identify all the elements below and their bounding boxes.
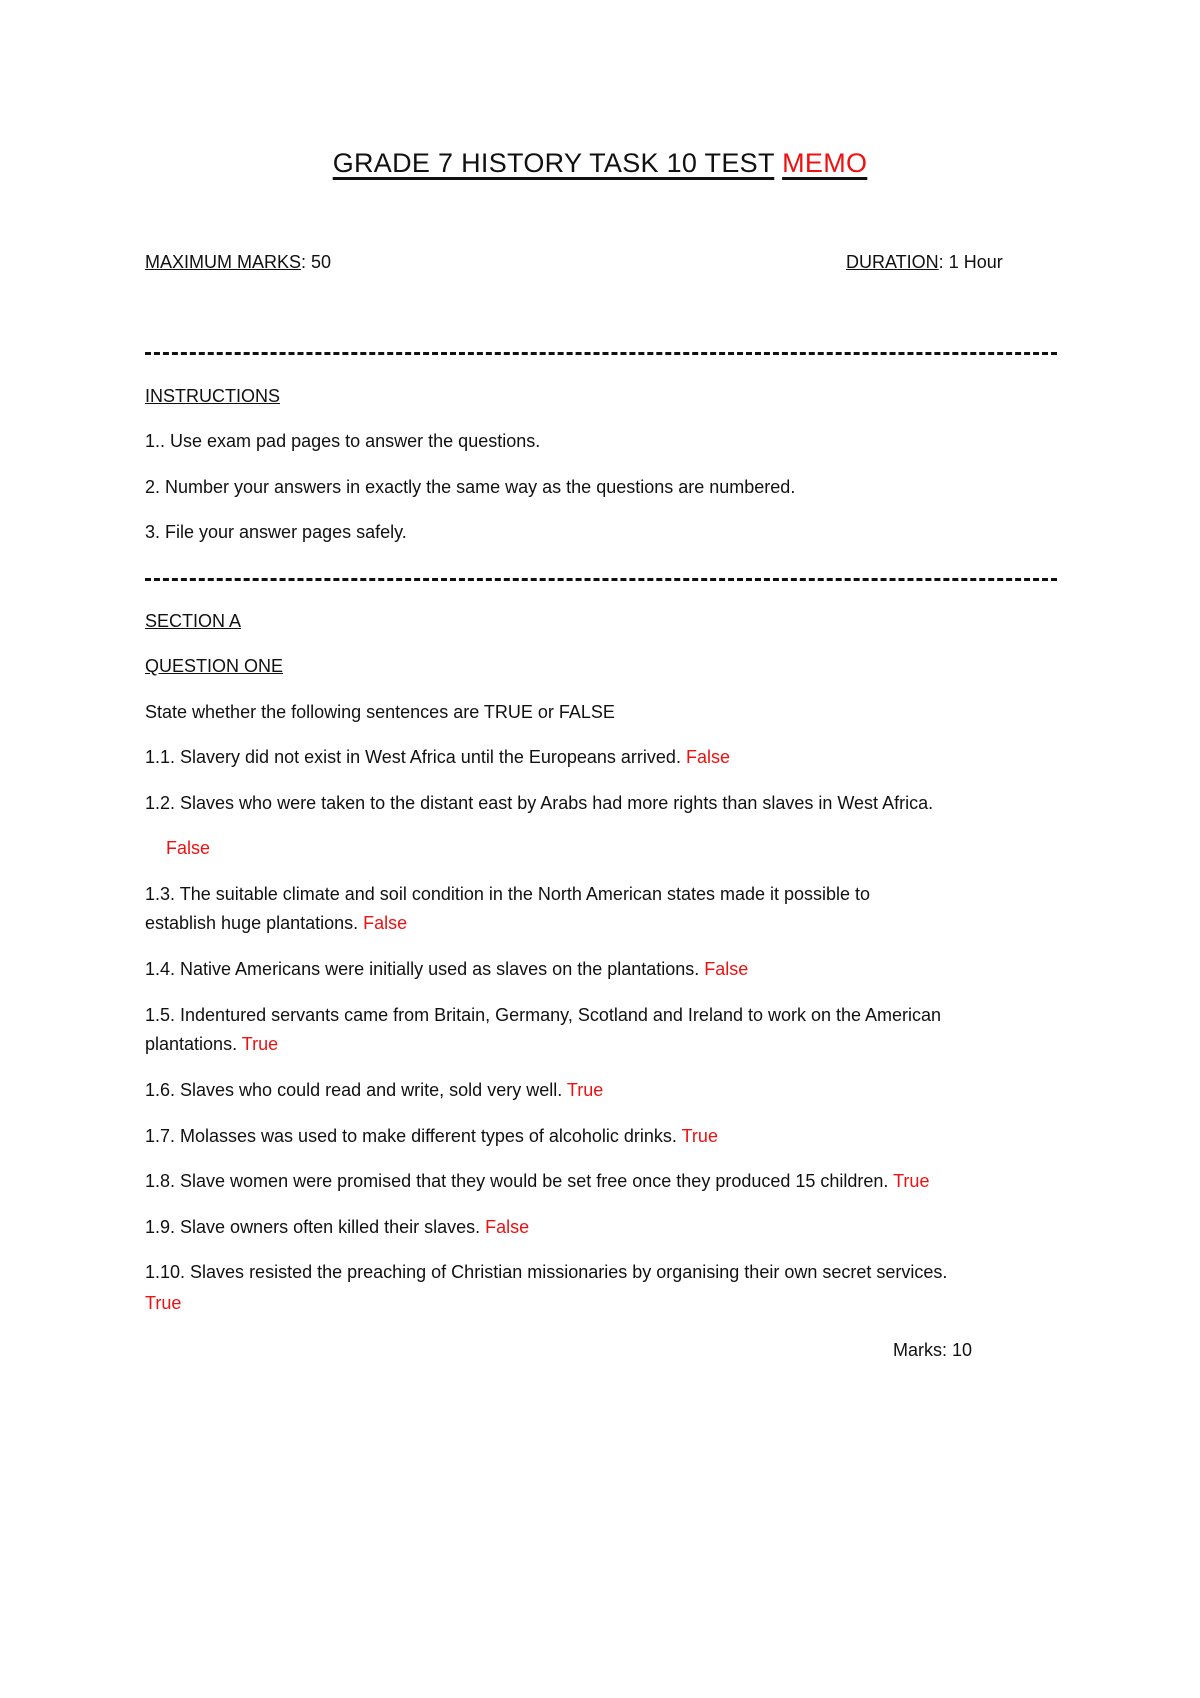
question-answer: True <box>681 1126 718 1146</box>
question-answer: False <box>363 913 408 933</box>
duration-label: DURATION <box>846 252 939 272</box>
question-text: 1.7. Molasses was used to make different types of alcoholic drinks. <box>145 1126 682 1146</box>
divider-top <box>145 352 1057 355</box>
question-text: 1.4. Native Americans were initially used as slaves on the plantations. <box>145 959 705 979</box>
question-item <box>145 959 748 980</box>
question-answer: True <box>893 1171 930 1191</box>
question-text: 1.8. Slave women were promised that they would be set free once they produced 15 children. <box>145 1171 894 1191</box>
duration-line <box>846 252 1003 273</box>
question-heading: QUESTION ONE <box>145 656 284 676</box>
question-text: 1.1. Slavery did not exist in West Africa until the Europeans arrived. <box>145 747 686 767</box>
title-main: GRADE 7 HISTORY TASK 10 TEST <box>332 148 775 178</box>
question-item <box>145 1171 929 1192</box>
instruction-item: 3. File your answer pages safely. <box>145 522 407 542</box>
max-marks-line <box>145 252 331 273</box>
question-item <box>145 1005 941 1026</box>
duration-sep: : <box>938 252 949 272</box>
question-item <box>145 1080 603 1101</box>
question-text: 1.6. Slaves who could read and write, sold very well. <box>145 1080 567 1100</box>
question-text: plantations. <box>145 1034 242 1054</box>
question-text: 1.5. Indentured servants came from Britain, Germany, Scotland and Ireland to work on the American <box>145 1005 942 1025</box>
question-answer: False <box>685 747 730 767</box>
question-item <box>145 1217 529 1238</box>
question-item-continued <box>145 913 407 934</box>
instruction-item: 1.. Use exam pad pages to answer the questions. <box>145 431 541 451</box>
question-item-continued <box>145 1034 278 1055</box>
question-answer: True <box>566 1080 604 1100</box>
max-marks-sep: : <box>301 252 312 272</box>
question-answer: True <box>241 1034 279 1054</box>
instructions-heading: INSTRUCTIONS <box>145 386 280 406</box>
question-item <box>145 1262 947 1283</box>
instruction-item: 2. Number your answers in exactly the same way as the questions are numbered. <box>145 477 796 497</box>
duration-value: 1 Hour <box>948 252 1003 272</box>
question-prompt: State whether the following sentences are TRUE or FALSE <box>145 702 615 722</box>
question-text: 1.2. Slaves who were taken to the distant east by Arabs had more rights than slaves in West Africa. <box>145 793 934 813</box>
section-heading: SECTION A <box>145 611 242 631</box>
question-item <box>145 747 730 768</box>
max-marks-label: MAXIMUM MARKS <box>145 252 302 272</box>
question-item <box>145 884 870 905</box>
marks-total: Marks: 10 <box>893 1340 973 1360</box>
question-answer: True <box>145 1293 182 1313</box>
question-text: establish huge plantations. <box>145 913 364 933</box>
divider-bottom <box>145 578 1057 581</box>
question-item <box>145 1126 718 1147</box>
question-answer: False <box>485 1217 530 1237</box>
question-answer: False <box>166 838 211 858</box>
question-text: 1.3. The suitable climate and soil condition in the North American states made it possible to <box>145 884 871 904</box>
title-memo: MEMO <box>782 148 868 178</box>
max-marks-value: 50 <box>311 252 332 272</box>
question-answer: False <box>704 959 749 979</box>
question-item <box>145 793 933 814</box>
question-text: 1.9. Slave owners often killed their slaves. <box>145 1217 486 1237</box>
question-text: 1.10. Slaves resisted the preaching of Christian missionaries by organising their own secret services. <box>145 1262 948 1282</box>
page-title <box>0 148 1200 179</box>
